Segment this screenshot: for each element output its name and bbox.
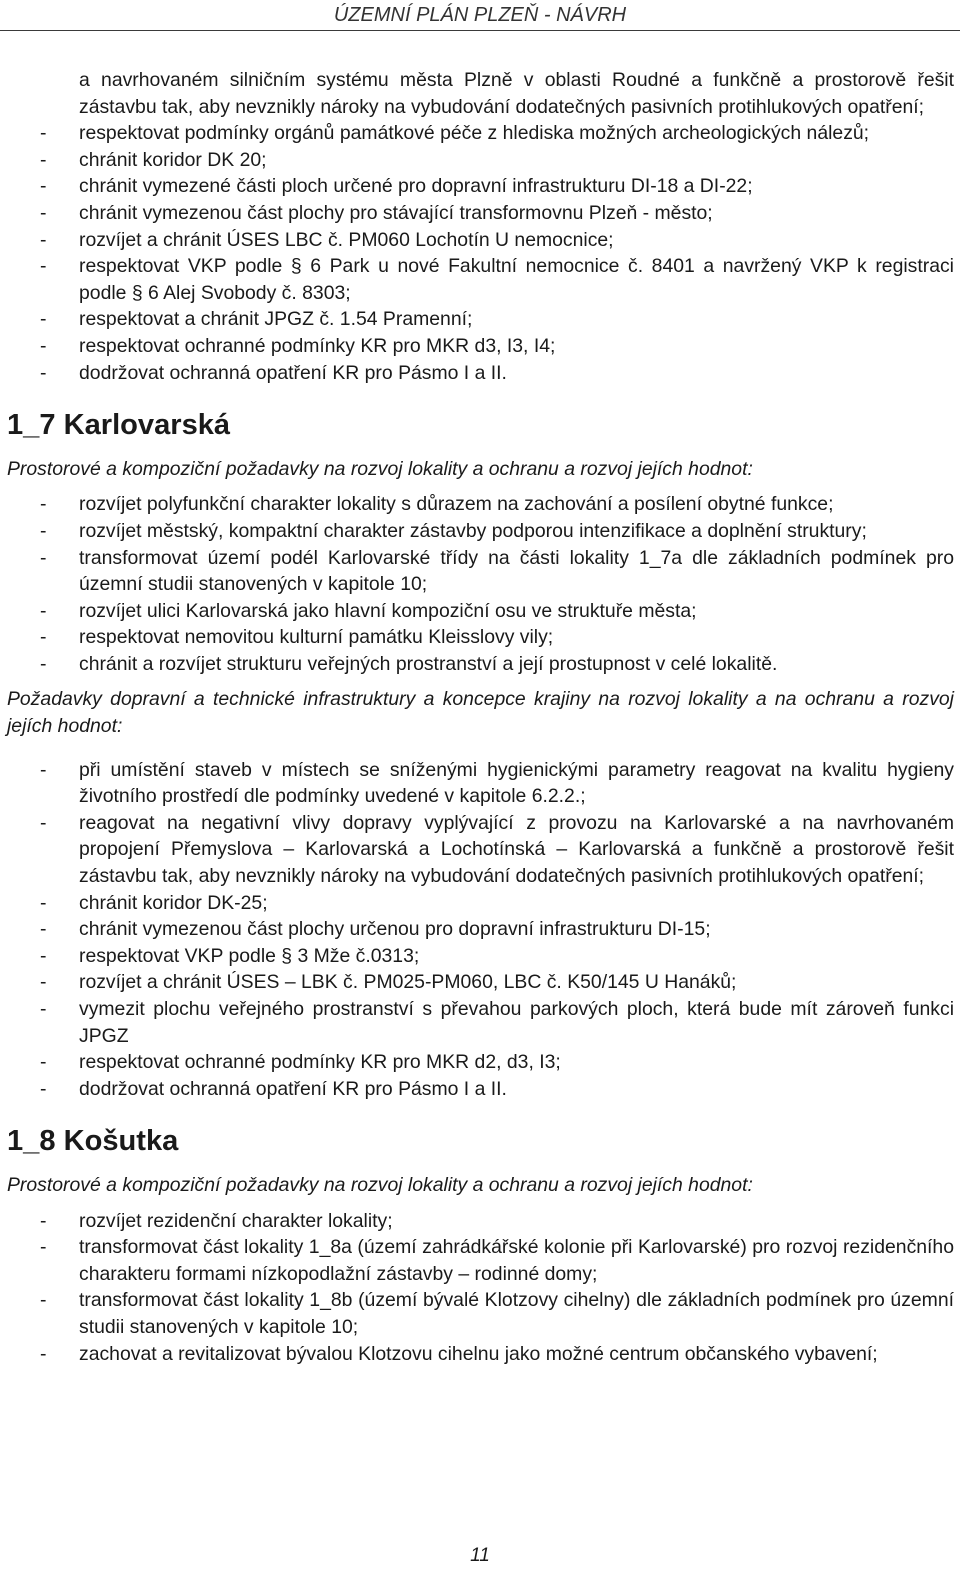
- list-item: - respektovat ochranné podmínky KR pro MKR d2, d3, I3;: [40, 1051, 561, 1074]
- section-1-8-list-a: [7, 1208, 954, 1368]
- list-item: - rozvíjet ulici Karlovarská jako hlavní kompoziční osu ve struktuře města;: [40, 599, 697, 622]
- section-title-1-7: 1_7 Karlovarská: [7, 409, 231, 442]
- list-item: - rozvíjet a chránit ÚSES LBC č. PM060 Lochotín U nemocnice;: [40, 228, 614, 251]
- page-number: 11: [470, 1545, 490, 1566]
- list-item: - chránit koridor DK-25;: [40, 891, 268, 914]
- document-body: [7, 67, 954, 1367]
- list-item: - rozvíjet městský, kompaktní charakter zástavby podporou intenzifikace a doplnění struktury;: [40, 519, 867, 542]
- section-subtitle: Požadavky dopravní a technické infrastruktury a koncepce krajiny na rozvoj lokality a na ochranu a rozvoj jejích hodnot:: [7, 688, 954, 738]
- section-title-1-8: 1_8 Košutka: [7, 1125, 179, 1158]
- list-item: - respektovat VKP podle § 3 Mže č.0313;: [40, 944, 420, 967]
- list-item: - transformovat území podél Karlovarské třídy na části lokality 1_7a dle základních podmínek pro územní studii stanovených v kapitole 10;: [40, 546, 954, 596]
- top-list: [7, 120, 954, 386]
- list-item: - při umístění staveb v místech se sníženými hygienickými parametry reagovat na kvalitu hygieny životního prostředí dle podmínky uvedené v kapitole 6.2.2.;: [40, 758, 954, 808]
- section-1-7-list-a: [7, 491, 954, 677]
- page-footer: [0, 1544, 960, 1568]
- list-item: - rozvíjet rezidenční charakter lokality;: [40, 1209, 393, 1232]
- list-item: - respektovat nemovitou kulturní památku Kleisslovy vily;: [40, 626, 554, 649]
- list-item: - chránit a rozvíjet strukturu veřejných prostranství a její prostupnost v celé lokalitě.: [40, 652, 778, 675]
- section-1-7-list-b: [7, 757, 954, 1103]
- list-item: - respektovat ochranné podmínky KR pro MKR d3, I3, I4;: [40, 334, 556, 357]
- list-item: - respektovat podmínky orgánů památkové péče z hlediska možných archeologických nálezů;: [40, 122, 870, 145]
- list-item: - rozvíjet a chránit ÚSES – LBK č. PM025-PM060, LBC č. K50/145 U Hanáků;: [40, 971, 737, 994]
- list-item: - respektovat VKP podle § 6 Park u nové Fakultní nemocnice č. 8401 a navržený VKP k registraci podle § 6 Alej Svobody č. 8303;: [40, 255, 954, 304]
- section-subtitle: Prostorové a kompoziční požadavky na rozvoj lokality a ochranu a rozvoj jejích hodnot:: [7, 457, 753, 480]
- list-item: - dodržovat ochranná opatření KR pro Pásmo I a II.: [40, 361, 507, 384]
- list-item: - chránit vymezenou část plochy pro stávající transformovnu Plzeň - město;: [40, 201, 713, 224]
- page-header: [0, 0, 960, 31]
- list-item: - chránit vymezené části ploch určené pro dopravní infrastrukturu DI-18 a DI-22;: [40, 175, 753, 198]
- list-item: - respektovat a chránit JPGZ č. 1.54 Pramenní;: [40, 308, 473, 331]
- header-title: ÚZEMNÍ PLÁN PLZEŇ - NÁVRH: [333, 4, 627, 26]
- continued-paragraph: a navrhovaném silničním systému města Plzně v oblasti Roudné a funkčně a prostorově řešit zástavbu tak, aby nevznikly nároky na vybudování dodatečných pasivních protihlukových opatření;: [79, 69, 954, 118]
- list-item: - transformovat část lokality 1_8b (území bývalé Klotzovy cihelny) dle základních podmínek pro územní studii stanovených v kapitole 10;: [40, 1289, 954, 1338]
- list-item: - zachovat a revitalizovat bývalou Klotzovu cihelnu jako možné centrum občanského vybavení;: [40, 1342, 878, 1365]
- list-item: - transformovat část lokality 1_8a (území zahrádkářské kolonie při Karlovarské) pro rozvoj rezidenčního charakteru formami nízkopodlažní zástavby – rodinné domy;: [40, 1236, 954, 1285]
- list-item: - dodržovat ochranná opatření KR pro Pásmo I a II.: [40, 1077, 507, 1100]
- list-item: - chránit vymezenou část plochy určenou pro dopravní infrastrukturu DI-15;: [40, 918, 711, 941]
- section-subtitle: Prostorové a kompoziční požadavky na rozvoj lokality a ochranu a rozvoj jejích hodnot:: [7, 1173, 753, 1196]
- list-item: - chránit koridor DK 20;: [40, 148, 267, 171]
- list-item: - vymezit plochu veřejného prostranství s převahou parkových ploch, která bude mít zároveň funkci JPGZ: [40, 998, 954, 1047]
- list-item: - rozvíjet polyfunkční charakter lokality s důrazem na zachování a posílení obytné funkce;: [40, 493, 834, 516]
- list-item: - reagovat na negativní vlivy dopravy vyplývající z provozu na Karlovarské a na navrhovaném propojení Přemyslova – Karlovarská a Lochotínská – Karlovarská a funkčně a prostorově řešit zástavbu tak, aby nevznikly nároky na vybudování dodatečných pasivních protihlukových opatření;: [40, 811, 954, 888]
